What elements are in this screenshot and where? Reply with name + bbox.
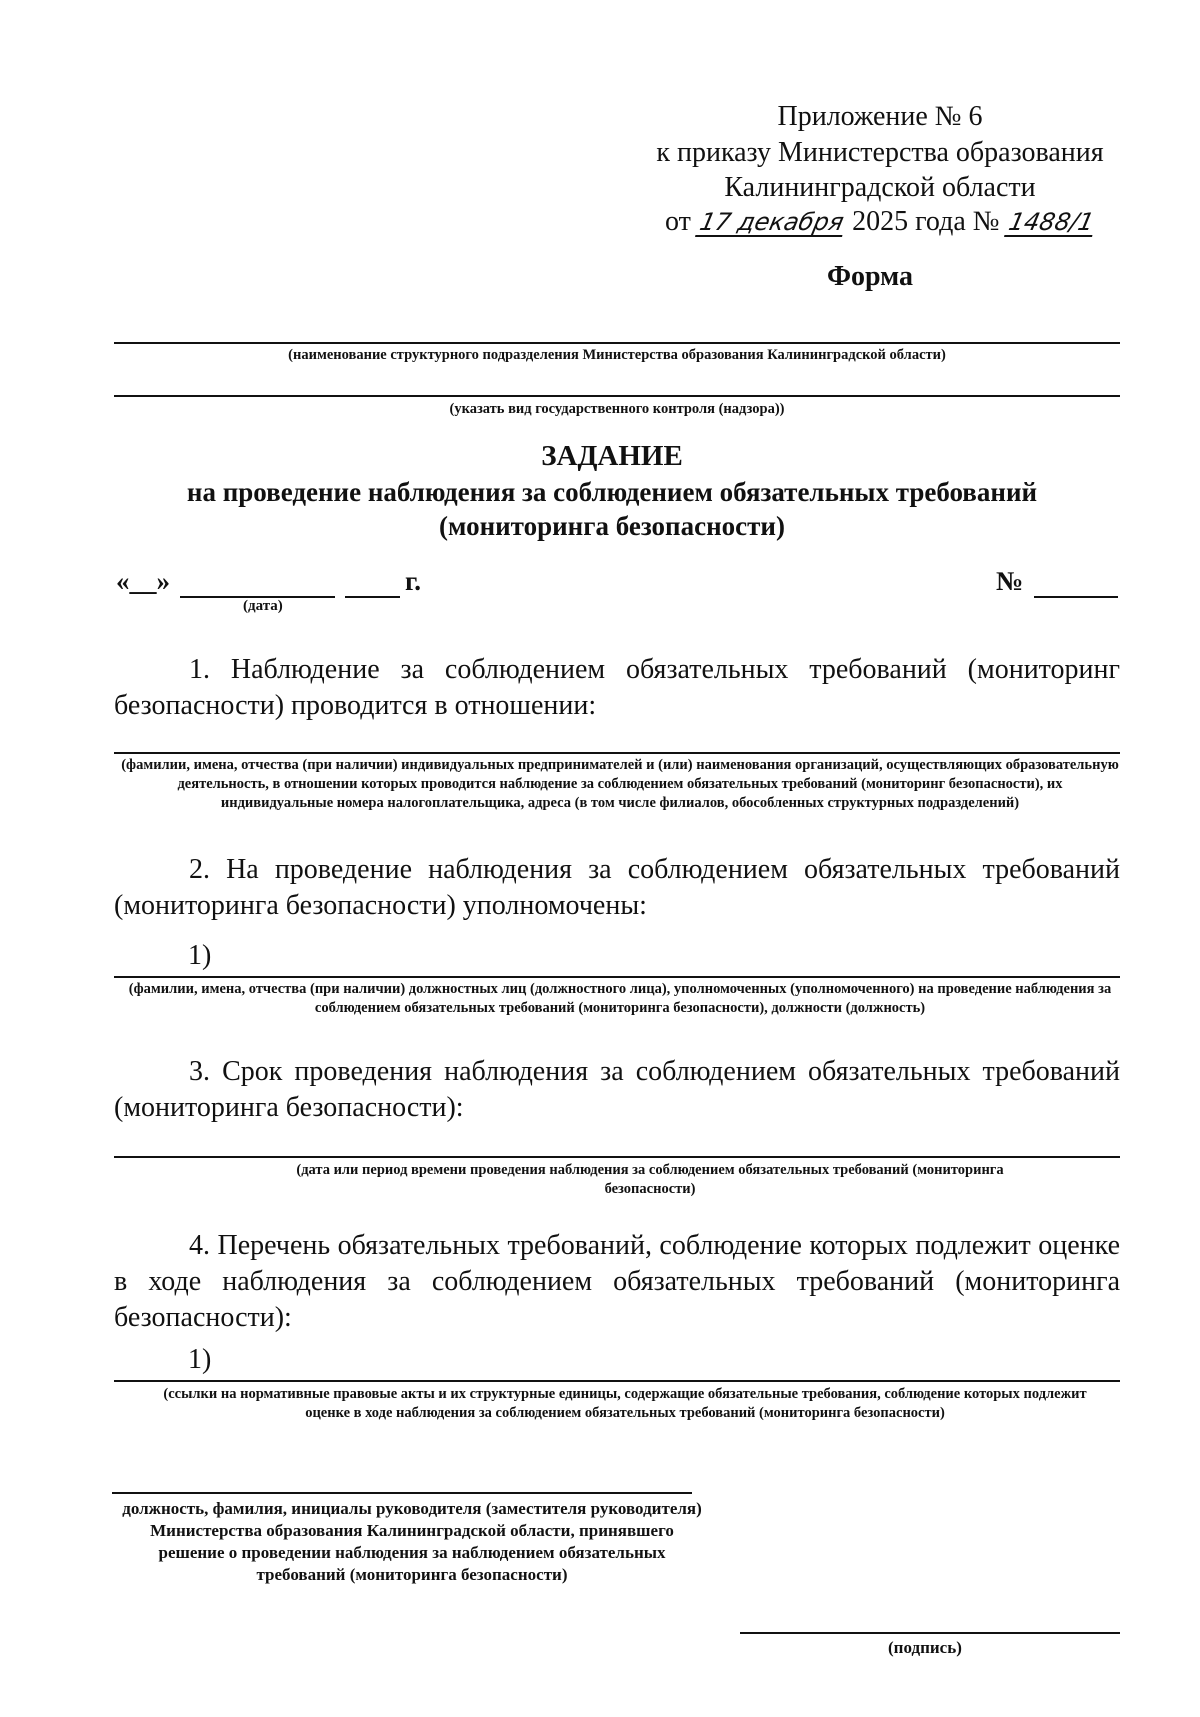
handwritten-number: 1488/1 xyxy=(1004,209,1098,237)
section-4-item-number: 1) xyxy=(188,1344,212,1375)
section-4-line xyxy=(114,1380,1120,1382)
signature-line xyxy=(740,1632,1120,1634)
section-3-line xyxy=(114,1156,1120,1158)
document-subtitle: на проведение наблюдения за соблюдением обязательных требований xyxy=(186,477,1038,507)
section-1-caption: (фамилии, имена, отчества (при наличии) индивидуальных предпринимателей и (или) наименования организаций, осуществляющих образовательную деятельность, в отношении которых проводится наблюдение за соблюдением обязательных требований (мониторинг безопасности), их индивидуальные номера налогоплательщика, адреса (в том числе филиалов, обособленных структурных подразделений) xyxy=(121,757,1119,811)
section-1-line xyxy=(114,752,1120,754)
number-line xyxy=(1034,596,1118,598)
date-year-line xyxy=(345,596,400,598)
document-title: ЗАДАНИЕ xyxy=(541,440,683,472)
position-caption: должность, фамилия, инициалы руководителя (заместителя руководителя) Министерства образования Калининградской области, принявшего решение о проведении наблюдения за наблюдением обязательных требований (мониторинга безопасности) xyxy=(122,1499,702,1584)
region-name: Калининградской области xyxy=(724,172,1036,203)
section-1-text: 1. Наблюдение за соблюдением обязательных требований (мониторинг безопасности) проводится в отношении: xyxy=(114,654,1120,721)
date-prefix: от xyxy=(665,206,691,237)
handwritten-date: 17 декабря xyxy=(695,209,848,237)
department-caption: (наименование структурного подразделения Министерства образования Калининградской области) xyxy=(288,347,946,363)
department-line xyxy=(114,342,1120,344)
year-suffix: г. xyxy=(405,566,421,596)
section-2-text: 2. На проведение наблюдения за соблюдением обязательных требований (мониторинга безопасности) уполномочены: xyxy=(114,854,1120,921)
control-type-line xyxy=(114,395,1120,397)
date-caption: (дата) xyxy=(243,598,283,614)
number-label: № xyxy=(996,566,1024,596)
order-date-line xyxy=(600,205,1160,239)
section-3-caption: (дата или период времени проведения наблюдения за соблюдением обязательных требований (мониторинга безопасности) xyxy=(296,1162,1004,1197)
date-day-field: «__» xyxy=(116,566,170,596)
section-4-text: 4. Перечень обязательных требований, соблюдение которых подлежит оценке в ходе наблюдения за соблюдением обязательных требований (мониторинга безопасности): xyxy=(114,1230,1120,1333)
signature-caption: (подпись) xyxy=(888,1638,962,1657)
position-line xyxy=(112,1492,692,1494)
section-2-line xyxy=(114,976,1120,978)
order-reference: к приказу Министерства образования xyxy=(656,137,1104,168)
section-2-caption: (фамилии, имена, отчества (при наличии) должностных лиц (должностного лица), уполномоченных (уполномоченного) на проведение наблюдения за соблюдением обязательных требований (мониторинга безопасности), должности (должность) xyxy=(128,981,1112,1016)
form-label: Форма xyxy=(826,261,914,292)
section-3-text: 3. Срок проведения наблюдения за соблюдением обязательных требований (мониторинга безопасности): xyxy=(114,1056,1120,1123)
year-text: 2025 года № xyxy=(852,206,1000,237)
section-2-item-number: 1) xyxy=(188,940,212,971)
control-type-caption: (указать вид государственного контроля (надзора)) xyxy=(449,401,785,417)
document-subtitle-2: (мониторинга безопасности) xyxy=(439,511,785,541)
section-4-caption: (ссылки на нормативные правовые акты и их структурные единицы, содержащие обязательные требования, соблюдение которых подлежит оценке в ходе наблюдения за соблюдением обязательных требований (мониторинга безопасности) xyxy=(163,1386,1087,1421)
appendix-number: Приложение № 6 xyxy=(777,101,983,132)
